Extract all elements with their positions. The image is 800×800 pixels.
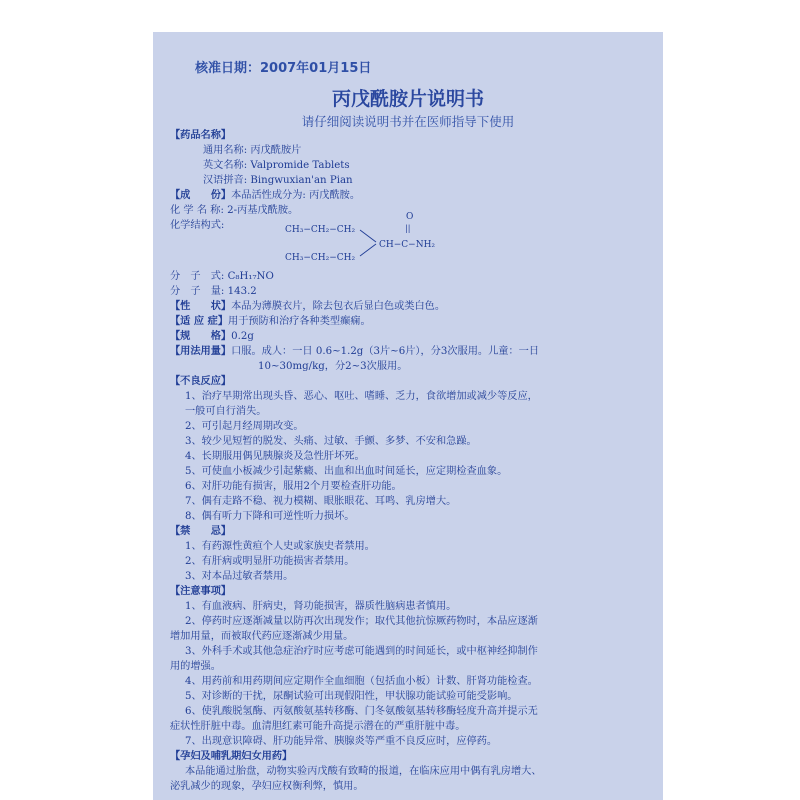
precaution-item: 症状性肝脏中毒。血清胆红素可能升高提示潜在的严重肝脏中毒。 [170, 721, 466, 732]
composition-row [170, 188, 360, 203]
precaution-item: 6、使乳酸脱氢酶、丙氨酸氨基转移酶、门冬氨酸氨基转移酶轻度升高并提示无 [185, 706, 538, 717]
appearance-text: 本品为薄膜衣片，除去包衣后显白色或类白色。 [231, 301, 446, 312]
precaution-item: 7、出现意识障碍、肝功能异常、胰腺炎等严重不良反应时，应停药。 [185, 736, 498, 747]
dosage-text: 口服。成人：一日 0.6~1.2g（3片~6片），分3次服用。儿童：一日 [231, 346, 540, 357]
generic-name: 通用名称: 丙戊酰胺片 [203, 145, 302, 156]
appearance-row [170, 299, 445, 314]
molecular-weight-text: 143.2 [227, 286, 257, 297]
indication-row [170, 314, 371, 329]
adverse-item: 1、治疗早期常出现头昏、恶心、呕吐、嗜睡、乏力，食欲增加或减少等反应， [185, 391, 538, 402]
indication-text: 用于预防和治疗各种类型癫痫。 [228, 316, 371, 327]
adverse-item: 2、可引起月经周期改变。 [185, 421, 304, 432]
adverse-item: 7、偶有走路不稳、视力模糊、眼胀眼花、耳鸣、乳房增大。 [185, 496, 457, 507]
composition-label: 【成 份】 [170, 189, 232, 201]
precautions-heading: 【注意事项】 [170, 585, 232, 597]
dosage-text-continued: 10~30mg/kg，分2~3次服用。 [258, 361, 408, 372]
adverse-heading: 【不良反应】 [170, 375, 232, 387]
document-title: 丙戊酰胺片说明书 [331, 88, 484, 110]
indication-label: 【适 应 症】 [170, 315, 229, 327]
instruction-sheet [153, 32, 663, 800]
formula-chain-top: CH₃−CH₂−CH₂ [285, 225, 356, 235]
dosage-row [170, 344, 539, 359]
spec-row [170, 329, 254, 344]
precaution-item: 用的增强。 [170, 661, 221, 672]
structural-formula [278, 210, 478, 270]
adverse-item: 6、对肝功能有损害，服用2个月要检查肝功能。 [185, 481, 402, 492]
molecular-weight-label: 分 子 量: [170, 286, 225, 297]
dosage-label: 【用法用量】 [170, 345, 232, 357]
formula-oxygen: O [406, 212, 414, 222]
precaution-item: 增加用量，而被取代药应逐渐减少用量。 [170, 631, 354, 642]
approval-date: 核准日期：2007年01月15日 [195, 61, 372, 76]
composition-text: 本品活性成分为: 丙戊酰胺。 [231, 190, 361, 201]
precaution-item: 4、用药前和用药期间应定期作全血细胞（包括血小板）计数、肝肾功能检查。 [185, 676, 538, 687]
chemical-name-text: 2-丙基戊酰胺。 [227, 205, 299, 216]
spec-label: 【规 格】 [170, 330, 232, 342]
formula-double-bond: || [405, 224, 411, 233]
adverse-item: 3、较少见短暂的脱发、头痛、过敏、手颤、多梦、不安和急躁。 [185, 436, 477, 447]
contra-heading: 【禁 忌】 [170, 525, 232, 537]
adverse-item: 5、可使血小板减少引起紫癜、出血和出血时间延长，应定期检查血象。 [185, 466, 508, 477]
formula-bond-lower [360, 244, 376, 256]
adverse-item: 4、长期服用偶见胰腺炎及急性肝坏死。 [185, 451, 365, 462]
formula-amide: CH−C−NH₂ [379, 240, 436, 250]
pregnancy-text: 本品能通过胎盘，动物实验丙戊酸有致畸的报道，在临床应用中偶有乳房增大、 [185, 766, 542, 777]
precaution-item: 1、有血液病、肝病史，肾功能损害，器质性脑病患者慎用。 [185, 601, 457, 612]
pregnancy-heading: 【孕妇及哺乳期妇女用药】 [170, 750, 293, 762]
formula-bond-upper [360, 230, 376, 242]
precaution-item: 3、外科手术或其他急症治疗时应考虑可能遇到的时间延长，或中枢神经抑制作 [185, 646, 538, 657]
contra-item: 3、对本品过敏者禁用。 [185, 571, 294, 582]
document-subtitle: 请仔细阅读说明书并在医师指导下使用 [301, 114, 515, 129]
appearance-label: 【性 状】 [170, 300, 232, 312]
adverse-item: 8、偶有听力下降和可逆性听力损坏。 [185, 511, 355, 522]
molecular-formula-text: C₈H₁₇NO [227, 271, 274, 282]
formula-chain-bottom: CH₃−CH₂−CH₂ [285, 253, 356, 263]
adverse-item: 一般可自行消失。 [185, 406, 267, 417]
precaution-item: 2、停药时应逐渐减量以防再次出现发作；取代其他抗惊厥药物时，本品应逐渐 [185, 616, 538, 627]
structure-label: 化学结构式: [170, 220, 225, 231]
pinyin-name: 汉语拼音: Bingwuxian'an Pian [203, 175, 353, 186]
chemical-name-label: 化 学 名 称: [170, 205, 224, 216]
spec-text: 0.2g [231, 331, 254, 342]
english-name: 英文名称: Valpromide Tablets [203, 160, 350, 171]
molecular-weight-row [170, 284, 257, 299]
precaution-item: 5、对诊断的干扰，尿酮试验可出现假阳性，甲状腺功能试验可能受影响。 [185, 691, 518, 702]
contra-item: 2、有肝病或明显肝功能损害者禁用。 [185, 556, 355, 567]
molecular-formula-label: 分 子 式: [170, 271, 225, 282]
pregnancy-text: 泌乳减少的现象，孕妇应权衡利弊，慎用。 [170, 781, 364, 792]
molecular-formula-row [170, 269, 274, 284]
contra-item: 1、有药源性黄疸个人史或家族史者禁用。 [185, 541, 375, 552]
drug-name-heading: 【药品名称】 [170, 129, 232, 141]
